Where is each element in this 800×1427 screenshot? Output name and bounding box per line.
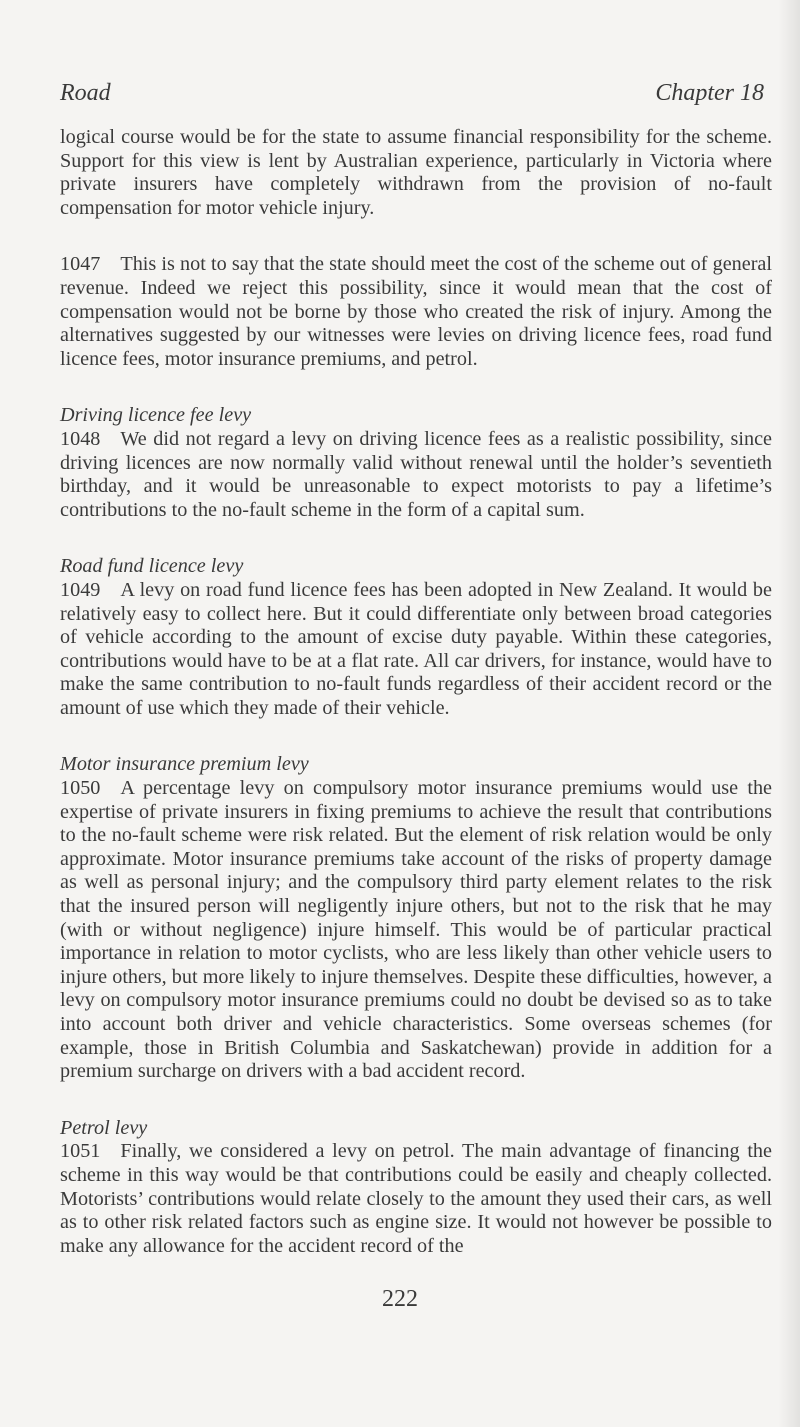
paragraph-1047: [60, 253, 772, 371]
section-road-fund-licence-levy: [60, 555, 772, 720]
paragraph-1050: [60, 777, 772, 1084]
section-driving-licence-fee-levy: [60, 404, 772, 522]
paragraph-number: 1051: [60, 1140, 101, 1163]
body-text: [60, 126, 772, 1291]
intro-text: logical course would be for the state to assume financial responsibility for the scheme. Support for this view is lent by Australian experience, particularly in Victoria where private insurers have completely withdrawn from the provision of no-fault compensation for motor vehicle injury.: [60, 126, 772, 219]
paragraph-text: We did not regard a levy on driving licence fees as a realistic possibility, since driving licences are now normally valid without renewal until the holder’s seventieth birthday, and it would be unreasonable to expect motorists to pay a lifetime’s contributions to the no-fault scheme in the form of a capital sum.: [60, 427, 772, 521]
paragraph-number: 1048: [60, 427, 101, 450]
section-heading: Driving licence fee levy: [60, 404, 252, 427]
paragraph-1049: [60, 579, 772, 721]
intro-paragraph: [60, 126, 772, 220]
section-heading: Motor insurance premium levy: [60, 753, 309, 776]
section-heading: Petrol levy: [60, 1116, 148, 1139]
page-edge-shadow: [778, 0, 800, 1427]
running-head: [60, 76, 764, 110]
paragraph-text: A percentage levy on compulsory motor insurance premiums would use the expertise of private insurers in fixing premiums to achieve the result that contributions to the no-fault scheme were risk related. But the element of risk relation would be only approximate. Motor insurance premiums take account of the risks of property damage as well as personal injury; and the compulsory third party element relates to the risk that the insured person will negligently injure others, but not to the risk that he may (with or without negligence) injure himself. This would be of particular practical importance in relation to motor cyclists, who are less likely than other vehicle users to injure others, but more likely to injure themselves. Despite these difficulties, however, a levy on compulsory motor insurance premiums could no doubt be devised so as to take into account both driver and vehicle characteristics. Some overseas schemes (for example, those in British Columbia and Saskatchewan) provide in addition for a premium surcharge on drivers with a bad accident record.: [60, 777, 772, 1083]
paragraph-number: 1049: [60, 578, 101, 601]
paragraph-text: This is not to say that the state should meet the cost of the scheme out of general revenue. Indeed we reject this possibility, since it would mean that the cost of compensation would not be borne by those who created the risk of injury. Among the alternatives suggested by our witnesses were levies on driving licence fees, road fund licence fees, motor insurance premiums, and petrol.: [60, 253, 772, 370]
running-head-title: Road: [60, 80, 111, 106]
paragraph-number: 1050: [60, 777, 101, 800]
paragraph-1051: [60, 1140, 772, 1258]
paragraph-text: A levy on road fund licence fees has been adopted in New Zealand. It would be relatively easy to collect here. But it could differentiate only between broad categories of vehicle according to the amount of excise duty payable. Within these categories, contributions would have to be at a flat rate. All car drivers, for instance, would have to make the same contribution to no-fault funds regardless of their accident record or the amount of use which they made of their vehicle.: [60, 578, 772, 719]
paragraph-text: Finally, we considered a levy on petrol. The main advantage of financing the scheme in this way would be that contributions could be easily and cheaply collected. Motorists’ contributions would relate closely to the amount they used their cars, as well as to other risk related factors such as engine size. It would not however be possible to make any allowance for the accident record of the: [60, 1140, 772, 1257]
section-petrol-levy: [60, 1117, 772, 1259]
page-number: 222: [382, 1286, 418, 1312]
section-motor-insurance-premium-levy: [60, 753, 772, 1083]
paragraph-number: 1047: [60, 253, 101, 276]
running-head-chapter: Chapter 18: [655, 80, 764, 106]
paragraph-1048: [60, 428, 772, 522]
section-heading: Road fund licence levy: [60, 555, 244, 578]
